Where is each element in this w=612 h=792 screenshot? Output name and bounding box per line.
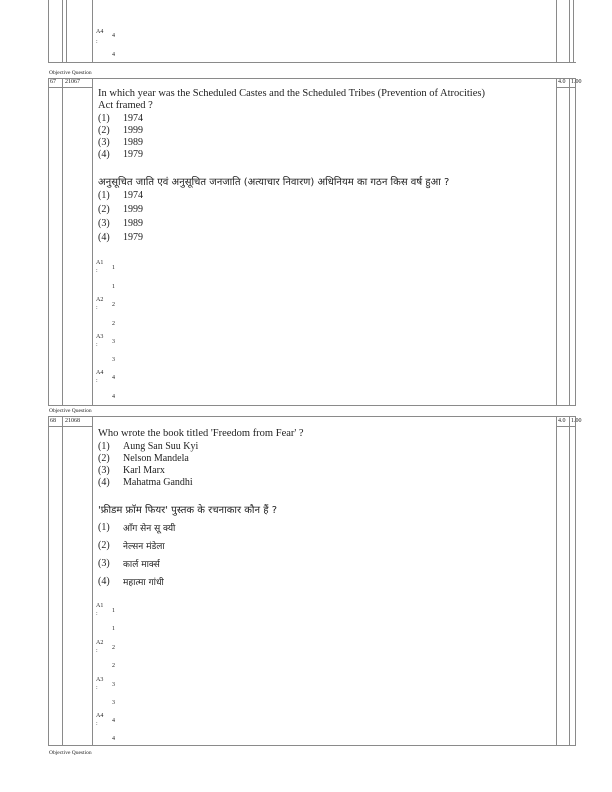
answer-label: A1	[96, 603, 104, 609]
option-number: (2)	[98, 453, 110, 464]
answer-colon: :	[96, 39, 98, 45]
option-number: (3)	[98, 137, 110, 148]
answer-colon: :	[96, 648, 98, 654]
answer-value-secondary: 3	[112, 357, 115, 363]
option-text: 1974	[123, 190, 143, 201]
section-label: Objective Question	[49, 750, 92, 756]
option-number: (2)	[98, 204, 110, 215]
option-text: 1979	[123, 232, 143, 243]
answer-value: 2	[112, 302, 115, 308]
answer-label: A2	[96, 640, 104, 646]
answer-value-secondary: 2	[112, 663, 115, 669]
answer-colon: :	[96, 268, 98, 274]
marks-negative: 1.00	[571, 79, 582, 85]
question-id: 21067	[65, 79, 80, 85]
answer-value-secondary: 1	[112, 626, 115, 632]
option-number: (4)	[98, 477, 110, 488]
answer-value-secondary: 2	[112, 321, 115, 327]
option-number: (1)	[98, 441, 110, 452]
answer-value: 3	[112, 339, 115, 345]
option-text: 1989	[123, 137, 143, 148]
marks-negative: 1.00	[571, 418, 582, 424]
answer-value-secondary: 3	[112, 700, 115, 706]
option-text: Aung San Suu Kyi	[123, 441, 199, 452]
option-text: 1979	[123, 149, 143, 160]
section-label: Objective Question	[49, 408, 92, 414]
answer-value: 4	[112, 718, 115, 724]
answer-label: A2	[96, 297, 104, 303]
option-text: Karl Marx	[123, 465, 165, 476]
answer-value-secondary: 1	[112, 284, 115, 290]
answer-value: 4	[112, 375, 115, 381]
option-number: (4)	[98, 232, 110, 243]
answer-label: A4	[96, 29, 104, 35]
question-number: 67	[50, 79, 56, 85]
answer-colon: :	[96, 378, 98, 384]
option-text: आँग सेन सू क्यी	[123, 524, 176, 534]
answer-value: 3	[112, 682, 115, 688]
question-text-english: In which year was the Scheduled Castes and the Scheduled Tribes (Prevention of Atrocities)	[98, 88, 485, 99]
answer-value: 1	[112, 608, 115, 614]
answer-colon: :	[96, 611, 98, 617]
answer-label: A3	[96, 677, 104, 683]
option-text: 1999	[123, 125, 143, 136]
marks-positive: 4.0	[558, 418, 566, 424]
answer-value: 1	[112, 265, 115, 271]
option-number: (3)	[98, 218, 110, 229]
question-number: 68	[50, 418, 56, 424]
option-number: (1)	[98, 190, 110, 201]
option-text: Nelson Mandela	[123, 453, 189, 464]
answer-value-secondary: 4	[112, 52, 115, 58]
section-label: Objective Question	[49, 70, 92, 76]
question-text-english-cont: Act framed ?	[98, 100, 153, 111]
answer-value-secondary: 4	[112, 736, 115, 742]
option-text: 1989	[123, 218, 143, 229]
answer-label: A4	[96, 713, 104, 719]
option-number: (1)	[98, 522, 110, 533]
option-number: (2)	[98, 125, 110, 136]
option-number: (4)	[98, 576, 110, 587]
answer-colon: :	[96, 305, 98, 311]
option-number: (2)	[98, 540, 110, 551]
option-number: (4)	[98, 149, 110, 160]
option-number: (3)	[98, 558, 110, 569]
question-text-hindi: 'फ्रीडम फ्रॉम फियर' पुस्तक के रचनाकार कौन हैं ?	[98, 505, 278, 516]
answer-label: A1	[96, 260, 104, 266]
option-text: Mahatma Gandhi	[123, 477, 193, 488]
option-text: कार्ल मार्क्स	[123, 560, 160, 570]
answer-colon: :	[96, 721, 98, 727]
answer-value: 2	[112, 645, 115, 651]
question-text-english: Who wrote the book titled 'Freedom from Fear' ?	[98, 428, 304, 439]
option-text: नेल्सन मंडेला	[123, 542, 165, 552]
option-number: (3)	[98, 465, 110, 476]
question-text-hindi: अनुसूचित जाति एवं अनुसूचित जनजाति (अत्याचार निवारण) अधिनियम का गठन किस वर्ष हुआ ?	[98, 177, 450, 188]
question-id: 21068	[65, 418, 80, 424]
answer-label: A3	[96, 334, 104, 340]
answer-value: 4	[112, 33, 115, 39]
option-text: 1999	[123, 204, 143, 215]
option-text: 1974	[123, 113, 143, 124]
option-text: महात्मा गांधी	[123, 578, 164, 588]
answer-colon: :	[96, 342, 98, 348]
marks-positive: 4.0	[558, 79, 566, 85]
option-number: (1)	[98, 113, 110, 124]
answer-label: A4	[96, 370, 104, 376]
answer-value-secondary: 4	[112, 394, 115, 400]
answer-colon: :	[96, 685, 98, 691]
